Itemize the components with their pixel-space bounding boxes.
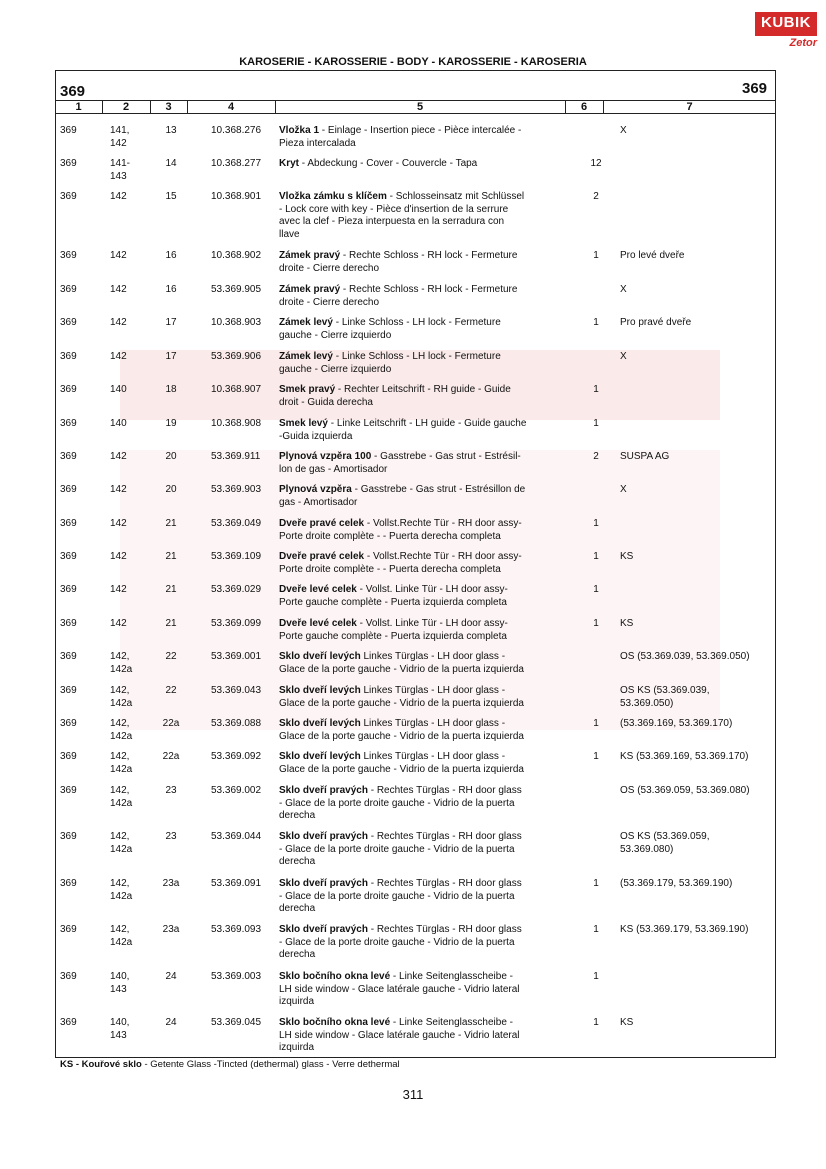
cell-description: Kryt - Abdeckung - Cover - Couvercle - Tapa [279, 158, 478, 169]
cell-figure: 142 [110, 317, 127, 328]
cell-part-number: 53.369.043 [211, 685, 262, 696]
cell-figure: 142, 142a [110, 718, 133, 742]
cell-group: 369 [60, 451, 77, 462]
cell-figure: 142 [110, 284, 127, 295]
cell-figure: 142 [110, 250, 127, 261]
cell-figure: 142 [110, 484, 127, 495]
cell-figure: 142, 142a [110, 785, 133, 809]
cell-description: Sklo dveří pravých - Rechtes Türglas - RH door glass - Glace de la porte droite gauche - Vidrio de la puerta derecha [279, 785, 522, 821]
logo-sub: Zetor [789, 37, 817, 49]
cell-quantity: 12 [590, 158, 602, 169]
cell-group: 369 [60, 685, 77, 696]
description-name: Sklo dveří pravých [279, 878, 368, 889]
cell-quantity: 1 [593, 551, 599, 562]
cell-description: Dveře levé celek - Vollst. Linke Tür - LH door assy- Porte gauche complète - Puerta izquierda completa [279, 618, 508, 642]
cell-group: 369 [60, 158, 77, 169]
cell-figure: 142, 142a [110, 831, 133, 855]
description-name: Dveře levé celek [279, 584, 357, 595]
cell-description: Sklo dveří levých Linkes Türglas - LH door glass - Glace de la porte gauche - Vidrio de la puerta izquierda [279, 718, 524, 742]
cell-part-number: 10.368.902 [211, 250, 262, 261]
cell-part-number: 10.368.908 [211, 418, 262, 429]
cell-description: Vložka zámku s klíčem - Schlosseinsatz mit Schlüssel - Lock core with key - Pièce d'insertion de la serrure avec la clef - Pieza interpuesta en la serradura con llave [279, 191, 525, 240]
description-name: Kryt [279, 158, 300, 169]
description-name: Vložka zámku s klíčem [279, 191, 387, 202]
cell-description: Vložka 1 - Einlage - Insertion piece - Pièce intercalée - Pieza intercalada [279, 125, 522, 149]
cell-position: 17 [165, 351, 177, 362]
section-number-right: 369 [742, 80, 768, 97]
cell-part-number: 53.369.049 [211, 518, 262, 529]
cell-group: 369 [60, 484, 77, 495]
cell-figure: 140 [110, 384, 127, 395]
cell-part-number: 53.369.002 [211, 785, 262, 796]
cell-quantity: 1 [593, 317, 599, 328]
cell-position: 18 [165, 384, 177, 395]
cell-group: 369 [60, 317, 77, 328]
cell-group: 369 [60, 618, 77, 629]
cell-position: 21 [165, 584, 177, 595]
cell-position: 21 [165, 518, 177, 529]
col-header: 1 [55, 101, 103, 113]
cell-group: 369 [60, 651, 77, 662]
cell-note: OS (53.369.039, 53.369.050) [620, 651, 750, 662]
cell-note: OS (53.369.059, 53.369.080) [620, 785, 750, 796]
description-name: Dveře pravé celek [279, 551, 365, 562]
description-name: Plynová vzpěra 100 [279, 451, 372, 462]
description-name: Sklo dveří levých [279, 685, 361, 696]
description-name: Zámek pravý [279, 284, 341, 295]
cell-part-number: 53.369.003 [211, 971, 262, 982]
cell-group: 369 [60, 1017, 77, 1028]
cell-part-number: 53.369.045 [211, 1017, 262, 1028]
cell-part-number: 53.369.092 [211, 751, 262, 762]
cell-part-number: 53.369.109 [211, 551, 262, 562]
description-name: Smek levý [279, 418, 328, 429]
section-number-left: 369 [60, 83, 86, 100]
cell-quantity: 1 [593, 878, 599, 889]
description-name: Sklo bočního okna levé [279, 971, 391, 982]
cell-part-number: 53.369.088 [211, 718, 262, 729]
cell-quantity: 1 [593, 751, 599, 762]
cell-note: (53.369.179, 53.369.190) [620, 878, 733, 889]
cell-quantity: 1 [593, 418, 599, 429]
cell-quantity: 1 [593, 924, 599, 935]
cell-quantity: 1 [593, 250, 599, 261]
cell-position: 23 [165, 831, 177, 842]
col-header: 5 [275, 101, 566, 113]
cell-group: 369 [60, 351, 77, 362]
cell-figure: 142 [110, 551, 127, 562]
cell-part-number: 53.369.091 [211, 878, 262, 889]
cell-group: 369 [60, 878, 77, 889]
cell-figure: 142, 142a [110, 878, 133, 902]
cell-figure: 142 [110, 518, 127, 529]
col-header: 4 [187, 101, 276, 113]
cell-part-number: 10.368.276 [211, 125, 262, 136]
cell-description: Zámek levý - Linke Schloss - LH lock - Fermeture gauche - Cierre izquierdo [279, 351, 501, 375]
cell-description: Plynová vzpěra - Gasstrebe - Gas strut - Estrésillon de gas - Amortisador [279, 484, 526, 508]
cell-figure: 140 [110, 418, 127, 429]
cell-part-number: 53.369.906 [211, 351, 262, 362]
cell-position: 16 [165, 250, 177, 261]
cell-group: 369 [60, 418, 77, 429]
footnote-text: - Getente Glass -Tincted (dethermal) glass - Verre dethermal [141, 1059, 400, 1070]
cell-figure: 140, 143 [110, 1017, 130, 1041]
cell-note: KS [620, 551, 634, 562]
cell-group: 369 [60, 250, 77, 261]
cell-position: 23a [162, 878, 180, 889]
cell-position: 14 [165, 158, 177, 169]
cell-note: SUSPA AG [620, 451, 670, 462]
cell-quantity: 1 [593, 584, 599, 595]
cell-position: 21 [165, 618, 177, 629]
cell-description: Sklo bočního okna levé - Linke Seitenglasscheibe - LH side window - Glace latérale gauche - Vidrio lateral izquirda [279, 971, 520, 1007]
cell-description: Sklo dveří levých Linkes Türglas - LH door glass - Glace de la porte gauche - Vidrio de la puerta izquierda [279, 751, 524, 775]
cell-group: 369 [60, 518, 77, 529]
cell-description: Dveře pravé celek - Vollst.Rechte Tür - RH door assy- Porte droite complète - - Puerta derecha completa [279, 551, 522, 575]
col-header: 7 [686, 101, 693, 113]
cell-figure: 142, 142a [110, 751, 133, 775]
footnote [60, 1059, 400, 1070]
cell-description: Sklo dveří pravých - Rechtes Türglas - RH door glass - Glace de la porte droite gauche - Vidrio de la puerta derecha [279, 924, 522, 960]
cell-figure: 142 [110, 351, 127, 362]
cell-note: (53.369.169, 53.369.170) [620, 718, 733, 729]
cell-figure: 142, 142a [110, 685, 133, 709]
cell-group: 369 [60, 384, 77, 395]
description-name: Dveře levé celek [279, 618, 357, 629]
cell-quantity: 2 [593, 451, 599, 462]
cell-quantity: 1 [593, 618, 599, 629]
cell-description: Dveře pravé celek - Vollst.Rechte Tür - RH door assy- Porte droite complète - - Puerta derecha completa [279, 518, 522, 542]
cell-description: Sklo dveří levých Linkes Türglas - LH door glass - Glace de la porte gauche - Vidrio de la puerta izquierda [279, 651, 524, 675]
cell-group: 369 [60, 718, 77, 729]
cell-figure: 142, 142a [110, 924, 133, 948]
cell-group: 369 [60, 831, 77, 842]
cell-note: KS [620, 1017, 634, 1028]
cell-figure: 142 [110, 451, 127, 462]
col-header: 3 [150, 101, 188, 113]
description-name: Smek pravý [279, 384, 336, 395]
cell-note: OS KS (53.369.059, 53.369.080) [620, 831, 710, 855]
cell-position: 16 [165, 284, 177, 295]
cell-quantity: 1 [593, 971, 599, 982]
cell-figure: 141, 142 [110, 125, 130, 149]
cell-part-number: 53.369.099 [211, 618, 262, 629]
brand-logo [755, 12, 817, 49]
cell-position: 20 [165, 451, 177, 462]
cell-figure: 140, 143 [110, 971, 130, 995]
cell-position: 22 [165, 685, 177, 696]
cell-note: X [620, 125, 627, 136]
description-name: Sklo dveří pravých [279, 785, 368, 796]
description-name: Zámek levý [279, 351, 333, 362]
cell-position: 17 [165, 317, 177, 328]
description-name: Sklo dveří levých [279, 751, 361, 762]
cell-figure: 142 [110, 618, 127, 629]
cell-note: X [620, 284, 627, 295]
cell-part-number: 10.368.907 [211, 384, 262, 395]
page-banner: KAROSERIE - KAROSSERIE - BODY - KAROSSERIE - KAROSERIA [239, 56, 587, 68]
cell-part-number: 10.368.901 [211, 191, 262, 202]
cell-description: Smek levý - Linke Leitschrift - LH guide - Guide gauche -Guida izquierda [279, 418, 527, 442]
cell-position: 22a [162, 751, 180, 762]
cell-figure: 142, 142a [110, 651, 133, 675]
description-name: Vložka 1 [279, 125, 320, 136]
cell-position: 24 [165, 1017, 177, 1028]
cell-description: Sklo bočního okna levé - Linke Seitenglasscheibe - LH side window - Glace latérale gauche - Vidrio lateral izquirda [279, 1017, 520, 1053]
description-name: Sklo dveří levých [279, 651, 361, 662]
cell-note: Pro levé dveře [620, 250, 685, 261]
cell-group: 369 [60, 551, 77, 562]
cell-description: Sklo dveří pravých - Rechtes Türglas - RH door glass - Glace de la porte droite gauche - Vidrio de la puerta derecha [279, 831, 522, 867]
cell-note: KS (53.369.179, 53.369.190) [620, 924, 749, 935]
cell-description: Sklo dveří levých Linkes Türglas - LH door glass - Glace de la porte gauche - Vidrio de la puerta izquierda [279, 685, 524, 709]
cell-position: 23a [162, 924, 180, 935]
cell-part-number: 53.369.911 [211, 451, 261, 462]
cell-quantity: 1 [593, 384, 599, 395]
cell-part-number: 53.369.903 [211, 484, 262, 495]
cell-description: Zámek pravý - Rechte Schloss - RH lock - Fermeture droite - Cierre derecho [279, 284, 518, 308]
cell-description: Dveře levé celek - Vollst. Linke Tür - LH door assy- Porte gauche complète - Puerta izquierda completa [279, 584, 508, 608]
cell-part-number: 53.369.029 [211, 584, 262, 595]
cell-group: 369 [60, 584, 77, 595]
cell-note: OS KS (53.369.039, 53.369.050) [620, 685, 710, 709]
logo-brand: KUBIK [755, 12, 817, 36]
description-name: Zámek levý [279, 317, 333, 328]
cell-description: Sklo dveří pravých - Rechtes Türglas - RH door glass - Glace de la porte droite gauche - Vidrio de la puerta derecha [279, 878, 522, 914]
description-name: Sklo bočního okna levé [279, 1017, 391, 1028]
cell-group: 369 [60, 191, 77, 202]
cell-group: 369 [60, 924, 77, 935]
cell-position: 24 [165, 971, 177, 982]
cell-group: 369 [60, 751, 77, 762]
cell-position: 21 [165, 551, 177, 562]
cell-position: 13 [165, 125, 177, 136]
cell-description: Zámek pravý - Rechte Schloss - RH lock - Fermeture droite - Cierre derecho [279, 250, 518, 274]
description-name: Dveře pravé celek [279, 518, 365, 529]
table-header [55, 100, 776, 114]
col-header: 6 [565, 101, 604, 113]
cell-quantity: 1 [593, 1017, 599, 1028]
cell-note: KS [620, 618, 634, 629]
cell-note: KS (53.369.169, 53.369.170) [620, 751, 749, 762]
cell-position: 15 [165, 191, 177, 202]
cell-part-number: 53.369.905 [211, 284, 262, 295]
cell-quantity: 1 [593, 718, 599, 729]
description-name: Sklo dveří pravých [279, 924, 368, 935]
cell-position: 23 [165, 785, 177, 796]
footnote-key: KS - Kouřové sklo [60, 1059, 142, 1070]
cell-group: 369 [60, 971, 77, 982]
description-name: Plynová vzpěra [279, 484, 352, 495]
cell-position: 22a [162, 718, 180, 729]
description-name: Sklo dveří pravých [279, 831, 368, 842]
cell-part-number: 53.369.093 [211, 924, 262, 935]
cell-figure: 142 [110, 584, 127, 595]
cell-quantity: 1 [593, 518, 599, 529]
page-number: 311 [402, 1087, 424, 1102]
cell-position: 20 [165, 484, 177, 495]
cell-group: 369 [60, 284, 77, 295]
cell-note: Pro pravé dveře [620, 317, 692, 328]
cell-position: 19 [165, 418, 177, 429]
cell-figure: 142 [110, 191, 127, 202]
cell-group: 369 [60, 125, 77, 136]
cell-group: 369 [60, 785, 77, 796]
cell-part-number: 53.369.001 [211, 651, 262, 662]
cell-quantity: 2 [593, 191, 599, 202]
cell-description: Zámek levý - Linke Schloss - LH lock - Fermeture gauche - Cierre izquierdo [279, 317, 501, 341]
cell-part-number: 53.369.044 [211, 831, 262, 842]
description-name: Sklo dveří levých [279, 718, 361, 729]
cell-description: Plynová vzpěra 100 - Gasstrebe - Gas strut - Estrésil- lon de gas - Amortisador [279, 451, 521, 475]
description-name: Zámek pravý [279, 250, 341, 261]
col-header: 2 [102, 101, 151, 113]
cell-part-number: 10.368.903 [211, 317, 262, 328]
cell-description: Smek pravý - Rechter Leitschrift - RH guide - Guide droit - Guida derecha [279, 384, 511, 408]
cell-figure: 141- 143 [110, 158, 131, 182]
cell-part-number: 10.368.277 [211, 158, 262, 169]
cell-note: X [620, 351, 627, 362]
cell-note: X [620, 484, 627, 495]
cell-position: 22 [165, 651, 177, 662]
